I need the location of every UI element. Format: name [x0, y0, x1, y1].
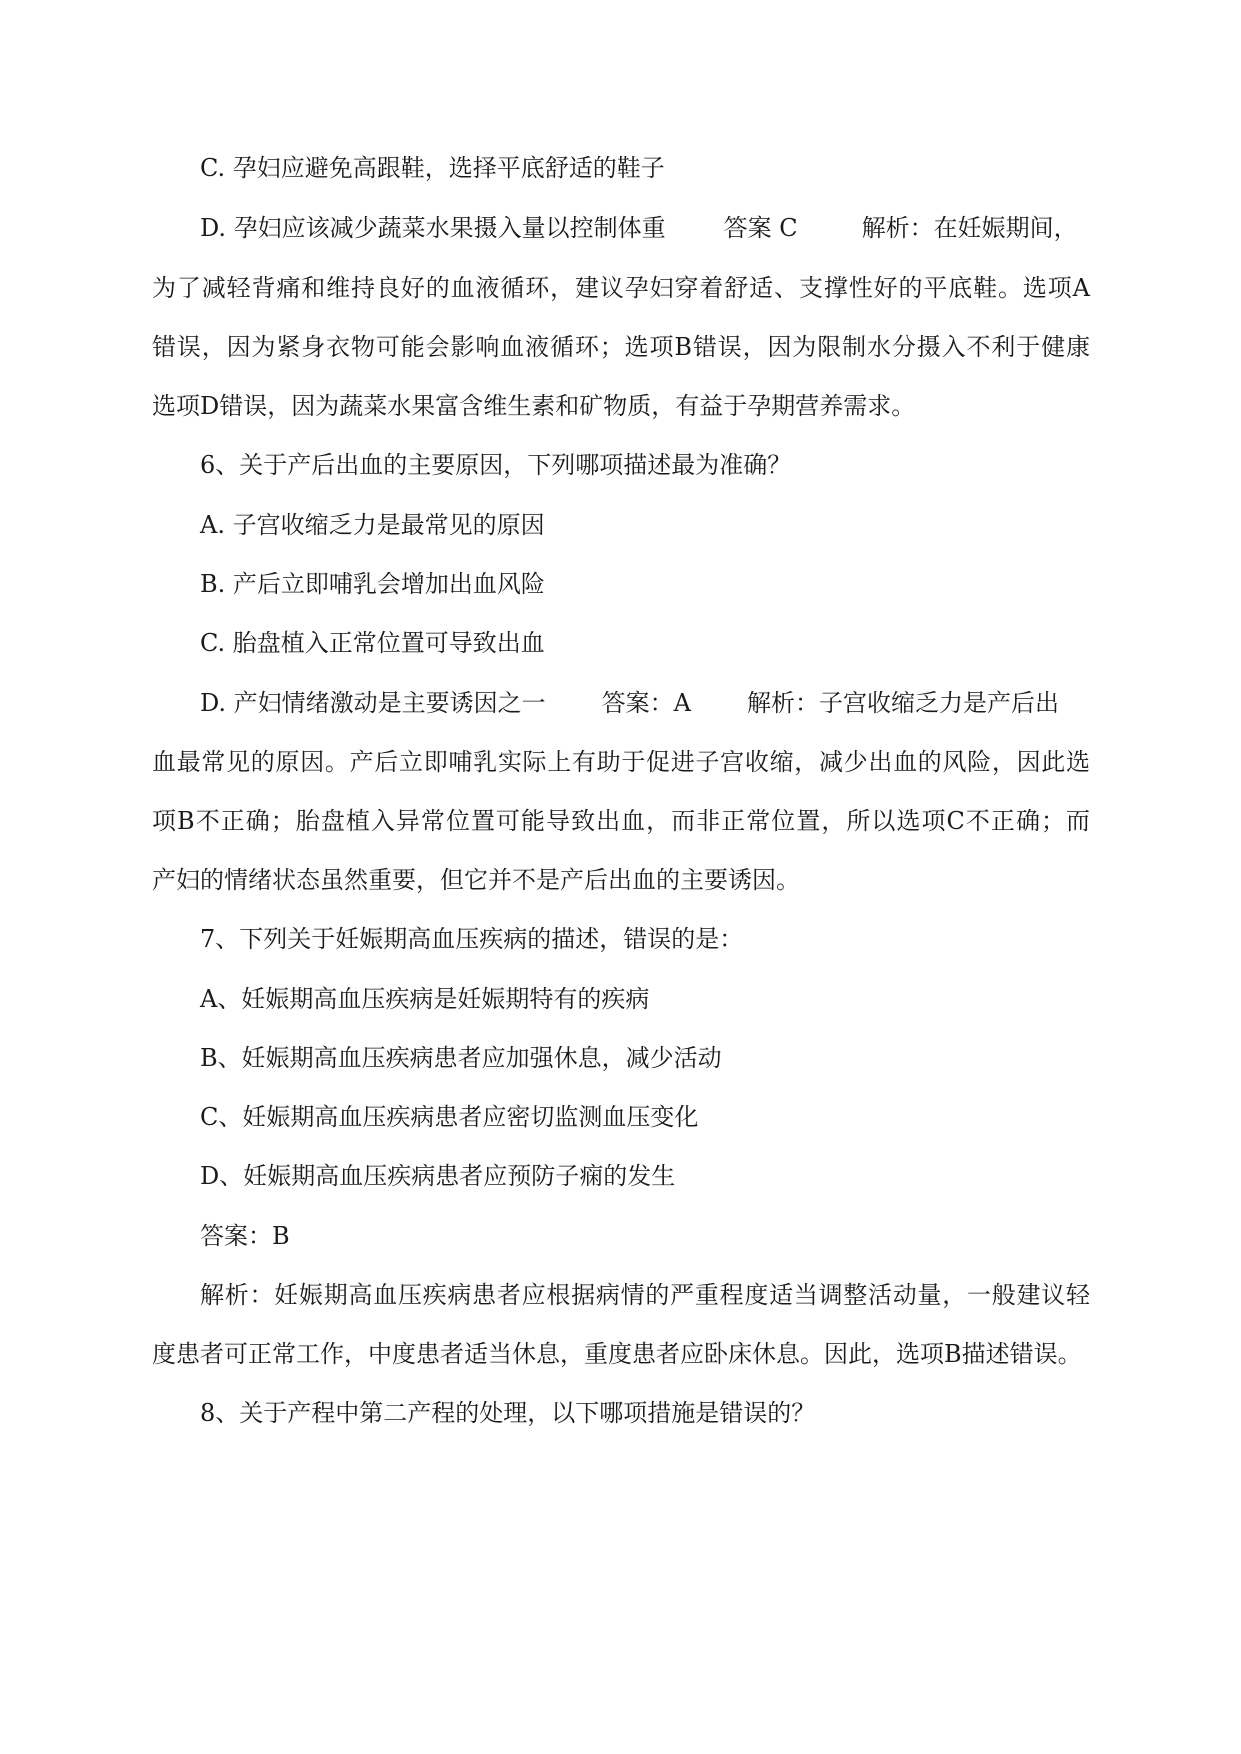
- q6-option-b: B. 产后立即哺乳会增加出血风险: [200, 570, 545, 598]
- q6-analysis-line: 血最常见的原因。产后立即哺乳实际上有助于促进子宫收缩，减少出血的风险，因此选: [152, 748, 1090, 776]
- q5-option-c: C. 孕妇应避免高跟鞋，选择平底舒适的鞋子: [200, 154, 665, 182]
- q6-option-a: A. 子宫收缩乏力是最常见的原因: [200, 511, 545, 539]
- q5-analysis-line: 选项D错误，因为蔬菜水果富含维生素和矿物质，有益于孕期营养需求。: [152, 392, 916, 420]
- q6-analysis-line: 产妇的情绪状态虽然重要，但它并不是产后出血的主要诱因。: [152, 866, 800, 894]
- q7-option-c: C、妊娠期高血压疾病患者应密切监测血压变化: [200, 1103, 699, 1131]
- q7-analysis-line: 解析：妊娠期高血压疾病患者应根据病情的严重程度适当调整活动量，一般建议轻: [200, 1281, 1090, 1309]
- q5-option-d: D. 孕妇应该减少蔬菜水果摄入量以控制体重: [200, 214, 666, 242]
- q5-analysis-head: 解析：在妊娠期间，: [861, 214, 1078, 242]
- q7-answer: 答案：B: [200, 1222, 290, 1250]
- q5-analysis-line: 错误，因为紧身衣物可能会影响血液循环；选项B错误，因为限制水分摄入不利于健康: [152, 333, 1090, 361]
- q7-option-a: A、妊娠期高血压疾病是妊娠期特有的疾病: [200, 985, 650, 1013]
- q8-question: 8、关于产程中第二产程的处理，以下哪项措施是错误的？: [200, 1399, 816, 1427]
- q7-question: 7、下列关于妊娠期高血压疾病的描述，错误的是：: [200, 925, 744, 953]
- q6-analysis-head: 解析：子宫收缩乏力是产后出: [747, 689, 1059, 717]
- q6-analysis-line: 项B不正确；胎盘植入异常位置可能导致出血，而非正常位置，所以选项C不正确；而: [152, 807, 1090, 835]
- q6-question: 6、关于产后出血的主要原因，下列哪项描述最为准确？: [200, 451, 792, 479]
- q5-option-d-line: [200, 208, 1090, 248]
- q6-answer: 答案：A: [601, 689, 691, 717]
- q7-analysis-line: 度患者可正常工作，中度患者适当休息，重度患者应卧床休息。因此，选项B描述错误。: [152, 1340, 1082, 1368]
- q6-option-c: C. 胎盘植入正常位置可导致出血: [200, 629, 545, 657]
- q5-analysis-line: 为了减轻背痛和维持良好的血液循环，建议孕妇穿着舒适、支撑性好的平底鞋。选项A: [152, 274, 1090, 302]
- q7-option-b: B、妊娠期高血压疾病患者应加强休息，减少活动: [200, 1044, 722, 1072]
- q5-answer: 答案 C: [723, 214, 798, 242]
- q6-option-d-line: [200, 683, 1090, 723]
- q6-option-d: D. 产妇情绪激动是主要诱因之一: [200, 689, 546, 717]
- q7-option-d: D、妊娠期高血压疾病患者应预防子痫的发生: [200, 1162, 676, 1190]
